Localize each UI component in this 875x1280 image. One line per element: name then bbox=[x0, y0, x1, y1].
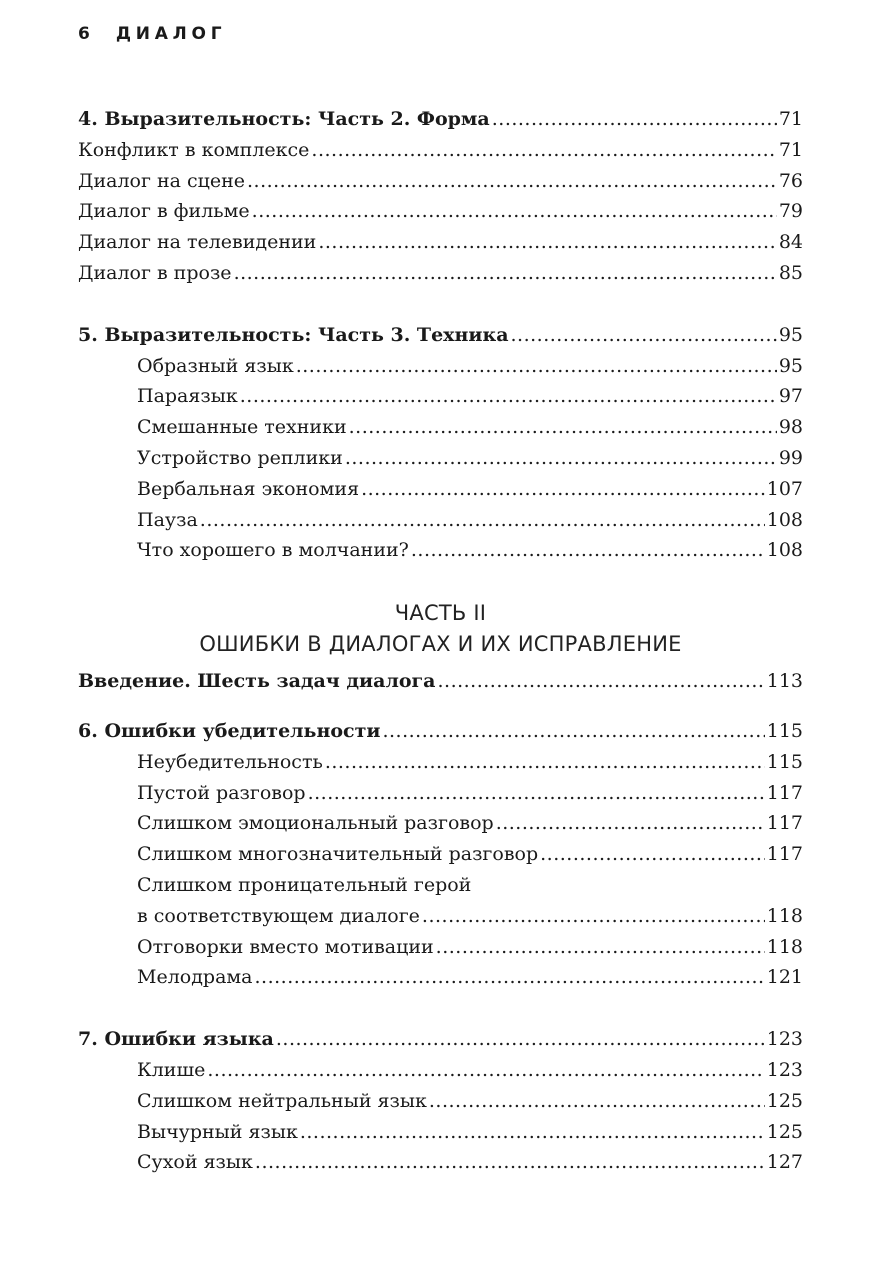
toc-item[interactable]: Диалог в фильме ..... 79 bbox=[78, 196, 803, 227]
part-heading bbox=[78, 598, 803, 660]
toc-item[interactable]: Вычурный язык ..... 125 bbox=[78, 1117, 803, 1148]
toc-item[interactable]: Слишком нейтральный язык ..... 125 bbox=[78, 1086, 803, 1117]
toc-item[interactable]: Слишком многозначительный разговор ..... 117 bbox=[78, 839, 803, 870]
toc-introduction[interactable]: Введение. Шесть задач диалога ..... 113 bbox=[78, 666, 803, 697]
toc-chapter-6[interactable]: 6. Ошибки убедительности ..... 115 bbox=[78, 716, 803, 747]
toc-item[interactable]: Клише ..... 123 bbox=[78, 1055, 803, 1086]
table-of-contents bbox=[78, 104, 803, 1178]
toc-chapter-4[interactable]: 4. Выразительность: Часть 2. Форма ..... 71 bbox=[78, 104, 803, 135]
toc-item[interactable]: Пустой разговор ..... 117 bbox=[78, 778, 803, 809]
toc-item[interactable]: Образный язык ..... 95 bbox=[78, 351, 803, 382]
toc-item[interactable]: Сухой язык ..... 127 bbox=[78, 1147, 803, 1178]
toc-item-first-line[interactable]: Слишком проницательный герой bbox=[137, 873, 472, 896]
toc-item[interactable]: Конфликт в комплексе ..... 71 bbox=[78, 135, 803, 166]
part-title: ОШИБКИ В ДИАЛОГАХ И ИХ ИСПРАВЛЕНИЕ bbox=[199, 632, 682, 657]
toc-item[interactable]: Устройство реплики ..... 99 bbox=[78, 443, 803, 474]
toc-item[interactable]: Диалог на телевидении ..... 84 bbox=[78, 227, 803, 258]
toc-item[interactable]: Мелодрама ..... 121 bbox=[78, 962, 803, 993]
toc-chapter-5[interactable]: 5. Выразительность: Часть 3. Техника ..... 95 bbox=[78, 320, 803, 351]
toc-item[interactable]: Пауза ..... 108 bbox=[78, 505, 803, 536]
running-title: ДИАЛОГ bbox=[115, 24, 227, 44]
toc-item[interactable]: Диалог в прозе ..... 85 bbox=[78, 258, 803, 289]
part-label: ЧАСТЬ II bbox=[394, 601, 487, 626]
toc-item[interactable]: Слишком эмоциональный разговор ..... 117 bbox=[78, 808, 803, 839]
toc-item[interactable]: Неубедительность ..... 115 bbox=[78, 747, 803, 778]
toc-item[interactable]: Вербальная экономия ..... 107 bbox=[78, 474, 803, 505]
page-number: 6 bbox=[78, 24, 90, 44]
toc-item-continuation[interactable]: в соответствующем диалоге ..... 118 bbox=[78, 901, 803, 932]
toc-item[interactable]: Параязык ..... 97 bbox=[78, 381, 803, 412]
running-header bbox=[78, 24, 226, 44]
toc-item[interactable]: Диалог на сцене ..... 76 bbox=[78, 166, 803, 197]
toc-item[interactable]: Смешанные техники ..... 98 bbox=[78, 412, 803, 443]
toc-item[interactable]: Что хорошего в молчании? ..... 108 bbox=[78, 535, 803, 566]
toc-chapter-7[interactable]: 7. Ошибки языка ..... 123 bbox=[78, 1024, 803, 1055]
toc-item[interactable]: Отговорки вместо мотивации ..... 118 bbox=[78, 932, 803, 963]
